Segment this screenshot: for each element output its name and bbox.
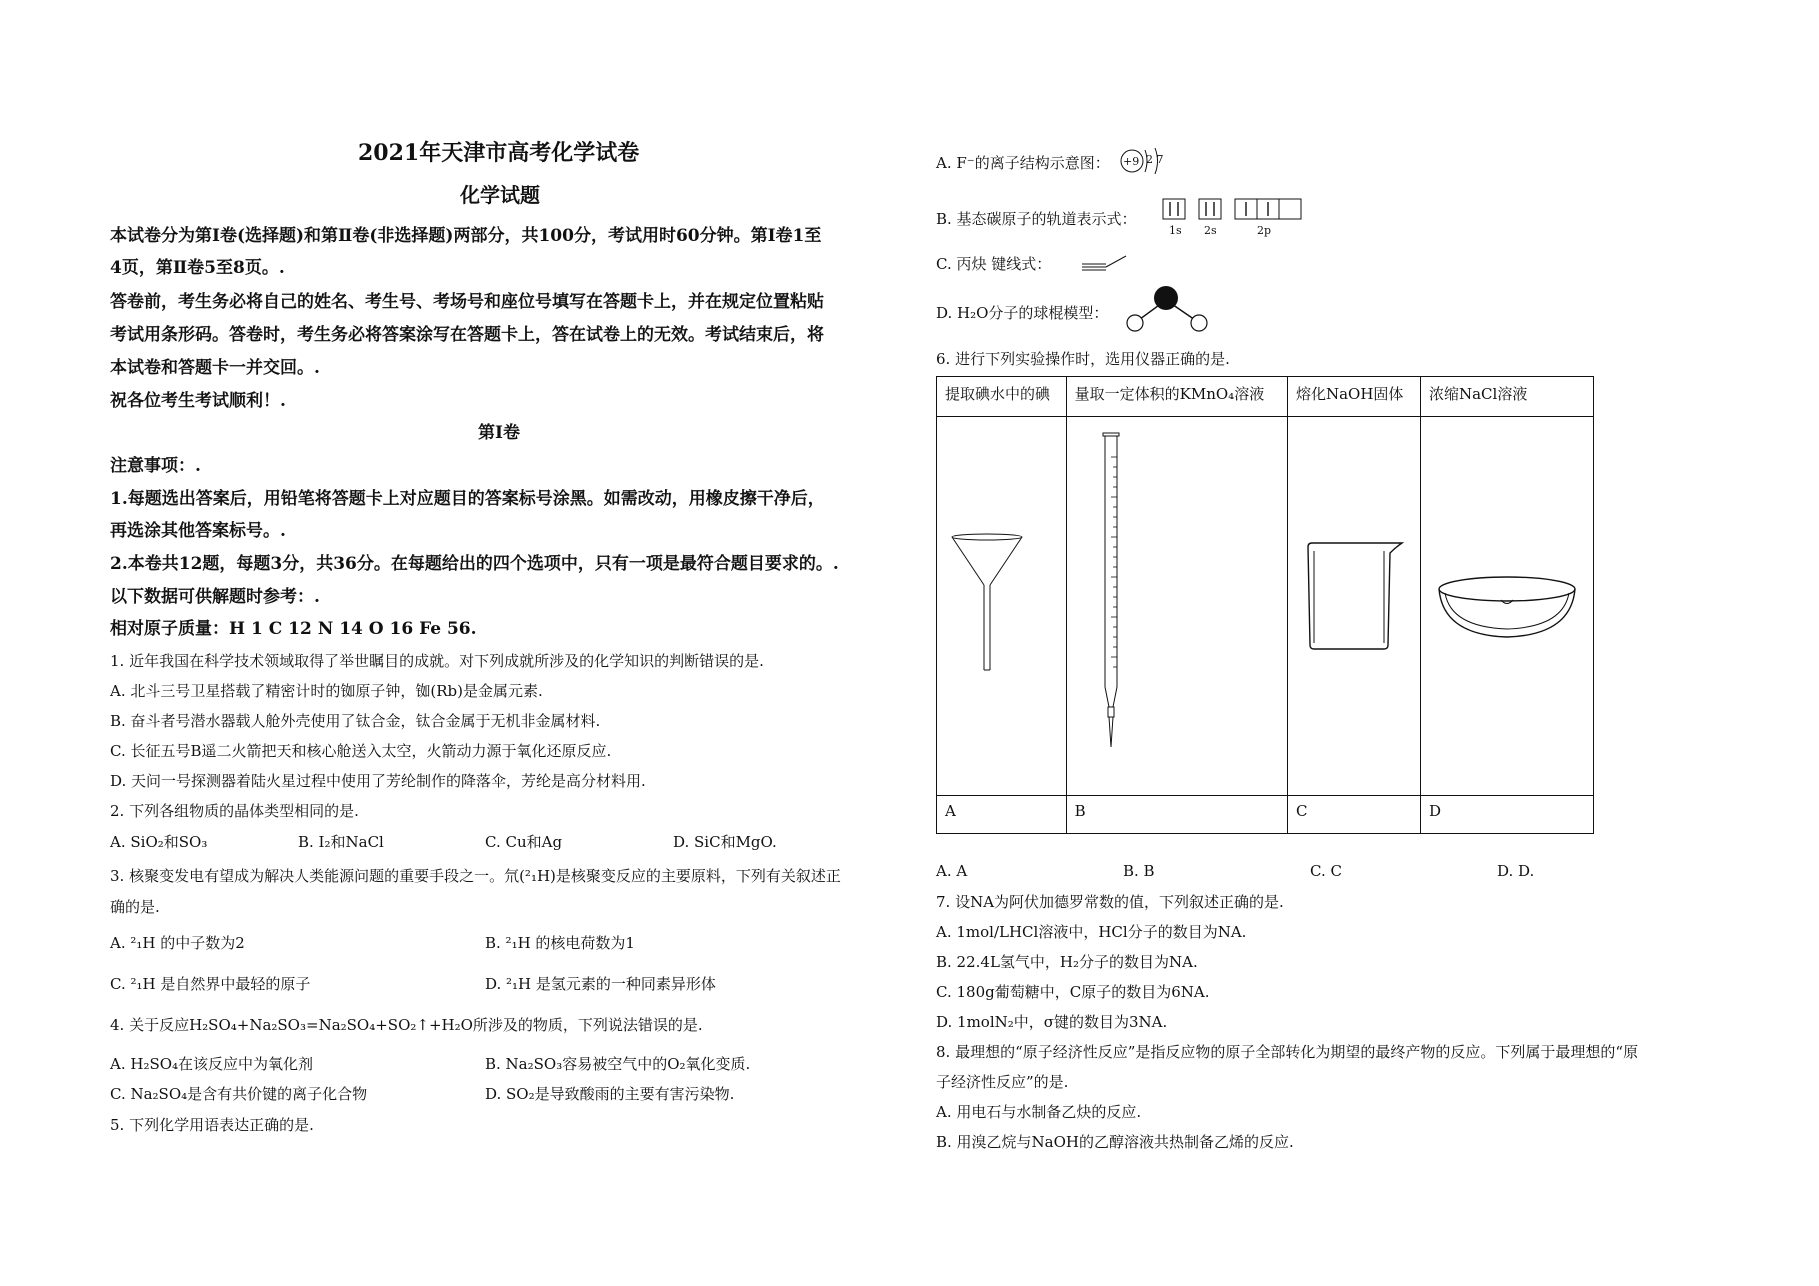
q5-option-b: B. 基态碳原子的轨道表示式： — [936, 210, 1137, 228]
q2-option-b: B. I₂和NaCl — [298, 833, 384, 851]
q6-stem: 6. 进行下列实验操作时，选用仪器正确的是. — [936, 350, 1230, 368]
q6-letter-a: A — [937, 796, 1067, 834]
q1-option-c: C. 长征五号B遥二火箭把天和核心舱送入太空，火箭动力源于氧化还原反应. — [110, 742, 612, 760]
q7-option-b: B. 22.4L氢气中，H₂分子的数目为NA. — [936, 953, 1198, 971]
q6-letter-d: D — [1420, 796, 1593, 834]
q6-header-b: 量取一定体积的KMnO₄溶液 — [1066, 377, 1287, 417]
q6-letter-c: C — [1287, 796, 1420, 834]
q4-option-a: A. H₂SO₄在该反应中为氧化剂 — [110, 1055, 314, 1073]
q5-option-d: D. H₂O分子的球棍模型： — [936, 304, 1109, 322]
q5-option-a: A. F⁻的离子结构示意图： — [936, 154, 1110, 172]
q7-option-a: A. 1mol/LHCl溶液中，HCl分子的数目为NA. — [936, 923, 1247, 941]
orbital-label-2p: 2p — [1257, 224, 1272, 237]
q7-option-c: C. 180g葡萄糖中，C原子的数目为6NA. — [936, 983, 1210, 1001]
funnel-icon — [937, 417, 1065, 791]
note1-line1: 1.每题选出答案后，用铅笔将答题卡上对应题目的答案标号涂黑。如需改动，用橡皮擦干净后， — [110, 489, 825, 509]
q8-option-a: A. 用电石与水制备乙炔的反应. — [936, 1103, 1142, 1121]
q3-stem-line1: 3. 核聚变发电有望成为解决人类能源问题的重要手段之一。氘(²₁H)是核聚变反应的主要原料，下列有关叙述正 — [110, 867, 841, 885]
q7-stem: 7. 设NA为阿伏加德罗常数的值，下列叙述正确的是. — [936, 893, 1284, 911]
q2-option-c: C. Cu和Ag — [485, 833, 563, 851]
q6-header-d: 浓缩NaCl溶液 — [1420, 377, 1593, 417]
q2-option-d: D. SiC和MgO. — [673, 833, 777, 851]
intro-p2-line3: 本试卷和答题卡一并交回。. — [110, 358, 320, 378]
intro-p3: 祝各位考生考试顺利！. — [110, 391, 286, 411]
notes-heading: 注意事项：. — [110, 456, 201, 476]
q4-option-d: D. SO₂是导致酸雨的主要有害污染物. — [485, 1085, 735, 1103]
intro-p1-line2: 4页，第Ⅱ卷5至8页。. — [110, 258, 285, 278]
q8-stem-line2: 子经济性反应”的是. — [936, 1073, 1069, 1091]
q3-option-c: C. ²₁H 是自然界中最轻的原子 — [110, 975, 311, 993]
q2-stem: 2. 下列各组物质的晶体类型相同的是. — [110, 802, 359, 820]
intro-p2-line1: 答卷前，考生务必将自己的姓名、考生号、考场号和座位号填写在答题卡上，并在规定位置粘贴 — [110, 292, 824, 312]
q5-stem: 5. 下列化学用语表达正确的是. — [110, 1116, 314, 1134]
q6-option-d: D. D. — [1497, 862, 1535, 880]
evaporating-dish-icon — [1421, 417, 1593, 791]
q8-option-b: B. 用溴乙烷与NaOH的乙醇溶液共热制备乙烯的反应. — [936, 1133, 1294, 1151]
q6-cell-funnel — [937, 417, 1067, 796]
q6-cell-burette — [1066, 417, 1287, 796]
q3-stem-line2: 确的是. — [110, 898, 160, 916]
exam-title: 2021年天津市高考化学试卷 — [358, 140, 640, 166]
intro-p2-line2: 考试用条形码。答卷时，考生务必将答案涂写在答题卡上，答在试卷上的无效。考试结束后，将 — [110, 325, 824, 345]
carbon-orbital-diagram-icon — [1162, 198, 1332, 222]
q6-cell-evaporating-dish — [1420, 417, 1593, 796]
beaker-icon — [1288, 417, 1420, 791]
q4-option-b: B. Na₂SO₃容易被空气中的O₂氧化变质. — [485, 1055, 751, 1073]
q3-option-d: D. ²₁H 是氢元素的一种同素异形体 — [485, 975, 716, 993]
atomic-mass: 相对原子质量：H 1 C 12 N 14 O 16 Fe 56. — [110, 619, 477, 639]
q1-stem: 1. 近年我国在科学技术领域取得了举世瞩目的成就。对下列成就所涉及的化学知识的判断错误的是. — [110, 652, 764, 670]
note2: 2.本卷共12题，每题3分，共36分。在每题给出的四个选项中，只有一项是最符合题目要求的。. — [110, 554, 839, 574]
q3-option-a: A. ²₁H 的中子数为2 — [110, 934, 245, 952]
q5-option-c: C. 丙炔 键线式： — [936, 255, 1052, 273]
q1-option-a: A. 北斗三号卫星搭载了精密计时的铷原子钟，铷(Rb)是金属元素. — [110, 682, 543, 700]
section-title: 第Ⅰ卷 — [478, 423, 520, 443]
propyne-skeletal-icon — [1080, 250, 1140, 274]
q8-stem-line1: 8. 最理想的“原子经济性反应”是指反应物的原子全部转化为期望的最终产物的反应。下列属于最理想的“原 — [936, 1043, 1639, 1061]
q6-apparatus-table — [936, 376, 1594, 834]
reference-note: 以下数据可供解题时参考：. — [110, 587, 320, 607]
fluoride-nucleus-charge: +9 — [1123, 155, 1140, 168]
q6-cell-beaker — [1287, 417, 1420, 796]
fluoride-shell-electrons: 2 7 — [1146, 153, 1164, 166]
orbital-label-2s: 2s — [1204, 224, 1217, 237]
water-ball-stick-icon — [1122, 282, 1212, 334]
burette-icon — [1067, 417, 1287, 791]
q7-option-d: D. 1molN₂中，σ键的数目为3NA. — [936, 1013, 1168, 1031]
q6-letter-b: B — [1066, 796, 1287, 834]
q4-option-c: C. Na₂SO₄是含有共价键的离子化合物 — [110, 1085, 368, 1103]
q6-header-a: 提取碘水中的碘 — [937, 377, 1067, 417]
intro-p1-line1: 本试卷分为第Ⅰ卷(选择题)和第Ⅱ卷(非选择题)两部分，共100分，考试用时60分钟。第Ⅰ卷1至 — [110, 226, 822, 246]
q6-header-c: 熔化NaOH固体 — [1287, 377, 1420, 417]
orbital-label-1s: 1s — [1169, 224, 1182, 237]
q6-option-a: A. A — [936, 862, 968, 880]
q2-option-a: A. SiO₂和SO₃ — [110, 833, 208, 851]
q4-stem: 4. 关于反应H₂SO₄+Na₂SO₃=Na₂SO₄+SO₂↑+H₂O所涉及的物质，下列说法错误的是. — [110, 1016, 703, 1034]
q3-option-b: B. ²₁H 的核电荷数为1 — [485, 934, 635, 952]
q6-option-b: B. B — [1123, 862, 1155, 880]
note1-line2: 再选涂其他答案标号。. — [110, 521, 286, 541]
q1-option-b: B. 奋斗者号潜水器载人舱外壳使用了钛合金，钛合金属于无机非金属材料. — [110, 712, 601, 730]
exam-subtitle: 化学试题 — [460, 183, 540, 207]
q6-option-c: C. C — [1310, 862, 1342, 880]
q1-option-d: D. 天问一号探测器着陆火星过程中使用了芳纶制作的降落伞，芳纶是高分材料用. — [110, 772, 646, 790]
